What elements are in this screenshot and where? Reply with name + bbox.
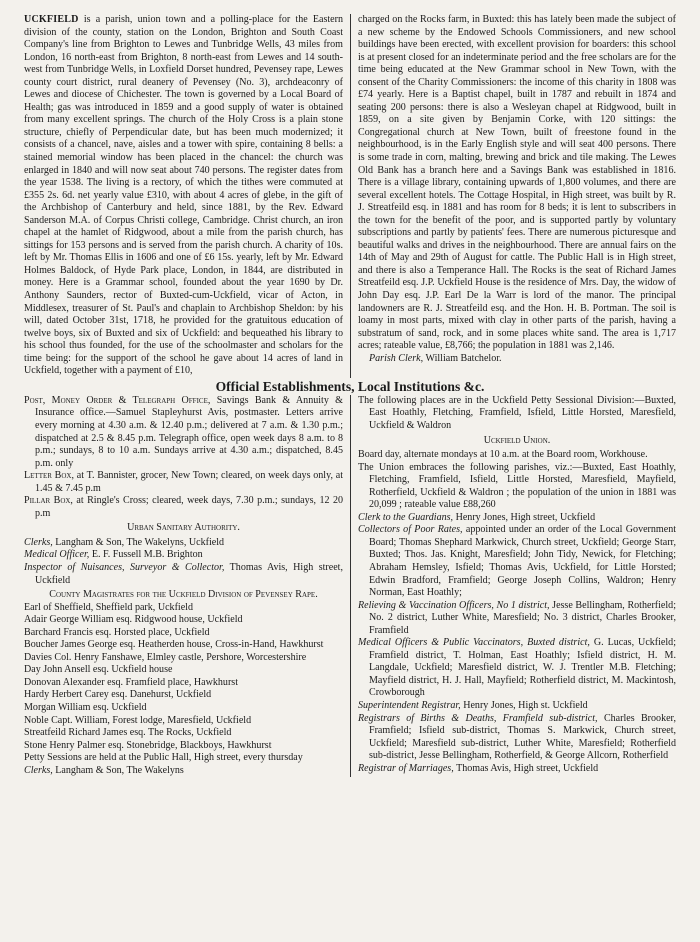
- officer-role: Medical Officers & Public Vaccinators, Buxted district,: [358, 637, 590, 649]
- letter-box-entry: [24, 470, 343, 495]
- petty-sessions-note: Petty Sessions are held at the Public Hall, High street, every thursday: [24, 752, 303, 764]
- sanitary-role: Medical Officer,: [24, 549, 90, 561]
- letter-box-text: at T. Bannister, grocer, New Town; cleared, on week days only, at 1.45 & 7.45 p.m: [35, 470, 343, 494]
- magistrate-item: Barchard Francis esq. Horsted place, Uckfield: [24, 626, 210, 638]
- intro-right-column: [350, 14, 676, 378]
- letter-box-label: Letter Box,: [24, 470, 74, 482]
- sanitary-heading: Urban Sanitary Authority.: [127, 522, 240, 534]
- sanitary-list: [24, 537, 343, 587]
- officer-role: Collectors of Poor Rates,: [358, 524, 463, 536]
- section-heading: Official Establishments, Local Institutions &c.: [215, 378, 485, 394]
- magistrate-item: Adair George William esq. Ridgwood house, Uckfield: [24, 614, 243, 626]
- union-officers-list: [358, 512, 676, 775]
- sanitary-person: Langham & Son, The Wakelyns, Uckfield: [55, 536, 225, 548]
- final-clerks-text: Langham & Son, The Wakelyns: [55, 764, 184, 776]
- sanitary-entry: [24, 537, 343, 550]
- union-officer-entry: [358, 713, 676, 763]
- magistrate-item: Earl of Sheffield, Sheffield park, Uckfield: [24, 601, 193, 613]
- sanitary-entry: [24, 562, 343, 587]
- officer-text: Jesse Bellingham, Rotherfield; No. 2 district, Luther White, Maresfield; No. 3 district, Charles Brooker, Framfield: [369, 599, 676, 636]
- union-heading: Uckfield Union.: [483, 434, 551, 446]
- intro-columns: [24, 14, 676, 378]
- officer-role: Relieving & Vaccination Officers, No 1 district,: [358, 599, 550, 611]
- sanitary-role: Clerks,: [24, 536, 53, 548]
- officer-role: Registrar of Marriages,: [358, 762, 454, 774]
- institutions-columns: [24, 395, 676, 777]
- officer-role: Superintendent Registrar,: [358, 699, 461, 711]
- pillar-box-text: at Ringle's Cross; cleared, week days, 7.30 p.m.; sundays, 12 20 p.m: [35, 495, 343, 519]
- magistrate-item: Donovan Alexander esq. Framfield place, Hawkhurst: [24, 676, 238, 688]
- parish-clerk-name: William Batchelor.: [425, 352, 502, 364]
- intro-text-right: charged on the Rocks farm, in Buxted: this has lately been made the subject of a new scheme by the Endowed Schools Commissioners, and new school buildings have been erected, with excellent provision for boarders: this school is at present closed for an indeterminate period and the free scholars are for the time being educated at the New Grammar school in New Town, with the consent of the Charity Commissioners: the income of this charity in 1808 was £74 yearly. Here is a Baptist chapel, built in 1787 and rebuilt in 1874 and seating 200 persons: there is also a Wesleyan chapel at Ridgwood, built in 1859, on a site given by Benjamin Corke, with 120 sittings: the Congregational church at New Town, built of freestone found in the neighbourhood, is in the Early English style and will seat 400 persons. There is some trade in corn, malting, brewing and brick and tile making. The Lewes Old Bank has a branch here and a Savings Bank was established in 1816. There is a village library, containing upwards of 1,800 volumes, and there are several excellent hotels. The Cottage Hospital, in High street, was built by R. J. Streatfeild esq. in 1881 and has room for 8 beds; it is lent to subscribers in the town for the benefit of the poor, and is supported partly by voluntary subscriptions and partly by patients' fees. There are numerous picturesque and beautiful walks and drives in the neighbourhood. There are annual fairs on the 14th of May and 29th of August for cattle. The Public Hall is in High street, and there is also a Temperance Hall. The Rocks is the seat of Richard James Streatfeild esq. J.P. Uckfield House is the residence of Mrs. Day, the widow of John Day esq. J.P. Earl De la Warr is lord of the manor. The principal landowners are R. J. Streatfeild esq. and the Hon. H. B. Portman. The soil is loamy in most parts, mixed with clay in other parts of the parish, having a substratum of sand, rock, and in some places white sand. The area is 1,717 acres; rateable value, £8,766; the population in 1881 was 2,146.: [358, 14, 676, 352]
- union-officer-entry: [358, 524, 676, 599]
- sessional-division-text: The following places are in the Uckfield Petty Sessional Division:—Buxted, East Hoathly, Fletching, Framfield, Isfield, Little Horsted, Maresfield, Uckfield & Waldron: [358, 394, 676, 431]
- magistrate-item: Day John Ansell esq. Uckfield house: [24, 664, 173, 676]
- magistrate-item: Streatfeild Richard James esq. The Rocks, Uckfield: [24, 727, 232, 739]
- sanitary-person: E. F. Fussell M.B. Brighton: [91, 549, 203, 561]
- sanitary-role: Inspector of Nuisances, Surveyor & Collector,: [24, 561, 225, 573]
- officer-text: Thomas Avis, High street, Uckfield: [456, 762, 599, 774]
- union-officer-entry: [358, 637, 676, 700]
- pillar-box-entry: [24, 495, 343, 520]
- union-officer-entry: [358, 600, 676, 638]
- magistrates-list: [24, 602, 343, 765]
- pillar-box-label: Pillar Box,: [24, 495, 73, 507]
- officer-text: appointed under an order of the Local Government Board; Thomas Shephard Markwick, Church street, Uckfield; George Starr, Buxted; Thos. Jas. Knight, Maresfield; John Tidy, Newick, for Fletching; Abraham Hemsley, Isfield; Thomas Avis, Uckfield, for Little Horsted; Edwin Bradford, Framfield; George Joseph Collins, Waldron; Henry Norman, East Hoathly;: [369, 524, 677, 599]
- union-officer-entry: [358, 512, 676, 525]
- directory-page: [24, 14, 676, 777]
- magistrates-heading: County Magistrates for the Uckfield Division of Pevensey Rape.: [49, 589, 318, 601]
- magistrate-item: Morgan William esq. Uckfield: [24, 701, 147, 713]
- magistrate-item: Noble Capt. William, Forest lodge, Maresfield, Uckfield: [24, 714, 252, 726]
- intro-paragraph: [24, 14, 343, 378]
- post-office-entry: [24, 395, 343, 470]
- post-office-label: Post, Money Order & Telegraph Office,: [24, 394, 211, 406]
- union-parishes-text: The Union embraces the following parishes, viz.:—Buxted, East Hoathly, Fletching, Framfield, Isfield, Little Horsted, Maresfield, Mayfield, Rotherfield, Uckfield & Waldron ; the population of the union in 1881 was 20,099 ; rateable value £88,260: [358, 461, 676, 511]
- officer-role: Clerk to the Guardians,: [358, 511, 454, 523]
- place-name: UCKFIELD: [24, 14, 79, 25]
- officer-text: Charles Brooker, Framfield; Isfield sub-district, Thomas S. Markwick, Church street, Uckfield; Maresfield sub-district, Luther White, Maresfield; Rotherfield sub-district, Jesse Bellingham, Rotherfield, & George Allcorn, Rotherfield: [369, 712, 677, 762]
- final-clerks-entry: [24, 765, 343, 778]
- intro-left-column: [24, 14, 350, 378]
- officer-text: Henry Jones, High street, Uckfield: [455, 511, 596, 523]
- magistrate-item: Boucher James George esq. Heatherden house, Cross-in-Hand, Hawkhurst: [24, 639, 324, 651]
- officer-text: G. Lucas, Uckfield; Framfield district, T. Holman, East Hoathly; Isfield district, H. M. Langdale, Uckfield; Maresfield district, W. J. Trentler M.B. Fletching; Mayfield district, H. J. Hall, Mayfield; Rotherfield district, M. Mackintosh, Crowborough: [369, 637, 676, 699]
- officer-text: Henry Jones, High st. Uckfield: [463, 699, 588, 711]
- magistrate-item: Davies Col. Henry Fanshawe, Elmley castle, Pershore, Worcestershire: [24, 651, 307, 663]
- board-day-text: Board day, alternate mondays at 10 a.m. at the Board room, Workhouse.: [358, 449, 648, 461]
- union-officer-entry: [358, 700, 676, 713]
- intro-text-left: is a parish, union town and a polling-place for the Eastern division of the county, station on the London, Brighton and South Coast Company's line from Brighton to Lewes and Tunbridge Wells, 43 miles from London, 16 north-east from Brighton, 8 north-east from Lewes and 14 south-west from Tunbridge Wells, in Loxfield Dorset hundred, Pevensey rape, Lewes county court district, rural deanery of Pevensey (No. 3), archdeaconry of Lewes and diocese of Chichester. The town is governed by a Local Board of Health; gas was introduced in 1859 and a good supply of water is obtained from many excellent springs. The church of the Holy Cross is a plain stone structure, chiefly of Perpendicular date, but has been much modernized; it consists of a chancel, nave, aisles and a tower with spire, containing 8 bells: a stained memorial window has been placed in the chancel: the church was enlarged in 1840 and will now seat about 740 persons. The register dates from the year 1538. The living is a rectory, of which the tithes were commuted at £355 2s. 6d. net yearly value £310, with about 4 acres of glebe, in the gift of the Archbishop of Canterbury and held, since 1881, by the Rev. Edward Sanderson M.A. of Corpus Christi college, Cambridge. Christ church, an iron chapel at the hamlet of Ridgwood, about a mile from the parish church, has sittings for 153 persons and is served from the parish church. A charity of 10s. left by Mr. Thomas Ellis in 1606 and one of £6 15s. yearly, left by Mr. Edward Holmes Baldock, of Hyde Park place, London, in 1844, are distributed in money. Here is a Grammar school, founded about the year 1690 by Dr. Anthony Saunders, rector of Buxted-cum-Uckfield, vicar of Acton, in Middlesex, treasurer of St. Paul's and chaplain to Archbishop Sheldon: by his will, dated October 31st, 1718, he provided for the gratuitous education of twelve boys, six of Buxted and six of Uckfield: and bequeathed his library to his school thus founded, for the use of the schoolmaster and scholars for the time being: for the support of the school he gave about 14 acres of land in Uckfield, together with a payment of £10,: [24, 14, 343, 377]
- officer-role: Registrars of Births & Deaths, Framfield sub-district,: [358, 712, 598, 724]
- sanitary-person: Thomas Avis, High street, Uckfield: [35, 561, 343, 586]
- sanitary-entry: [24, 549, 343, 562]
- final-clerks-role: Clerks,: [24, 764, 53, 776]
- magistrate-item: Stone Henry Palmer esq. Stonebridge, Blackboys, Hawkhurst: [24, 739, 272, 751]
- parish-clerk-label: Parish Clerk,: [369, 352, 424, 364]
- magistrate-item: Hardy Herbert Carey esq. Danehurst, Uckfield: [24, 689, 212, 701]
- institutions-left-column: [24, 395, 350, 777]
- institutions-right-column: [350, 395, 676, 777]
- parish-clerk: [358, 353, 676, 366]
- union-officer-entry: [358, 763, 676, 776]
- post-office-text: Savings Bank & Annuity & Insurance office.—Samuel Stapleyhurst Avis, postmaster. Letters arrive every morning at 4.30 a.m. & 12.40 p.m.; delivered at 7 a.m. & 1.30 p.m.; dispatched at 2.5 & 8.45 p.m. Telegraph office, open week days 8 a.m. to 8 p.m.; sundays, 8 to 10 a.m. Sundays arrive at 4.30 a.m.; dispatched, 8.45 p.m. only: [35, 394, 343, 469]
